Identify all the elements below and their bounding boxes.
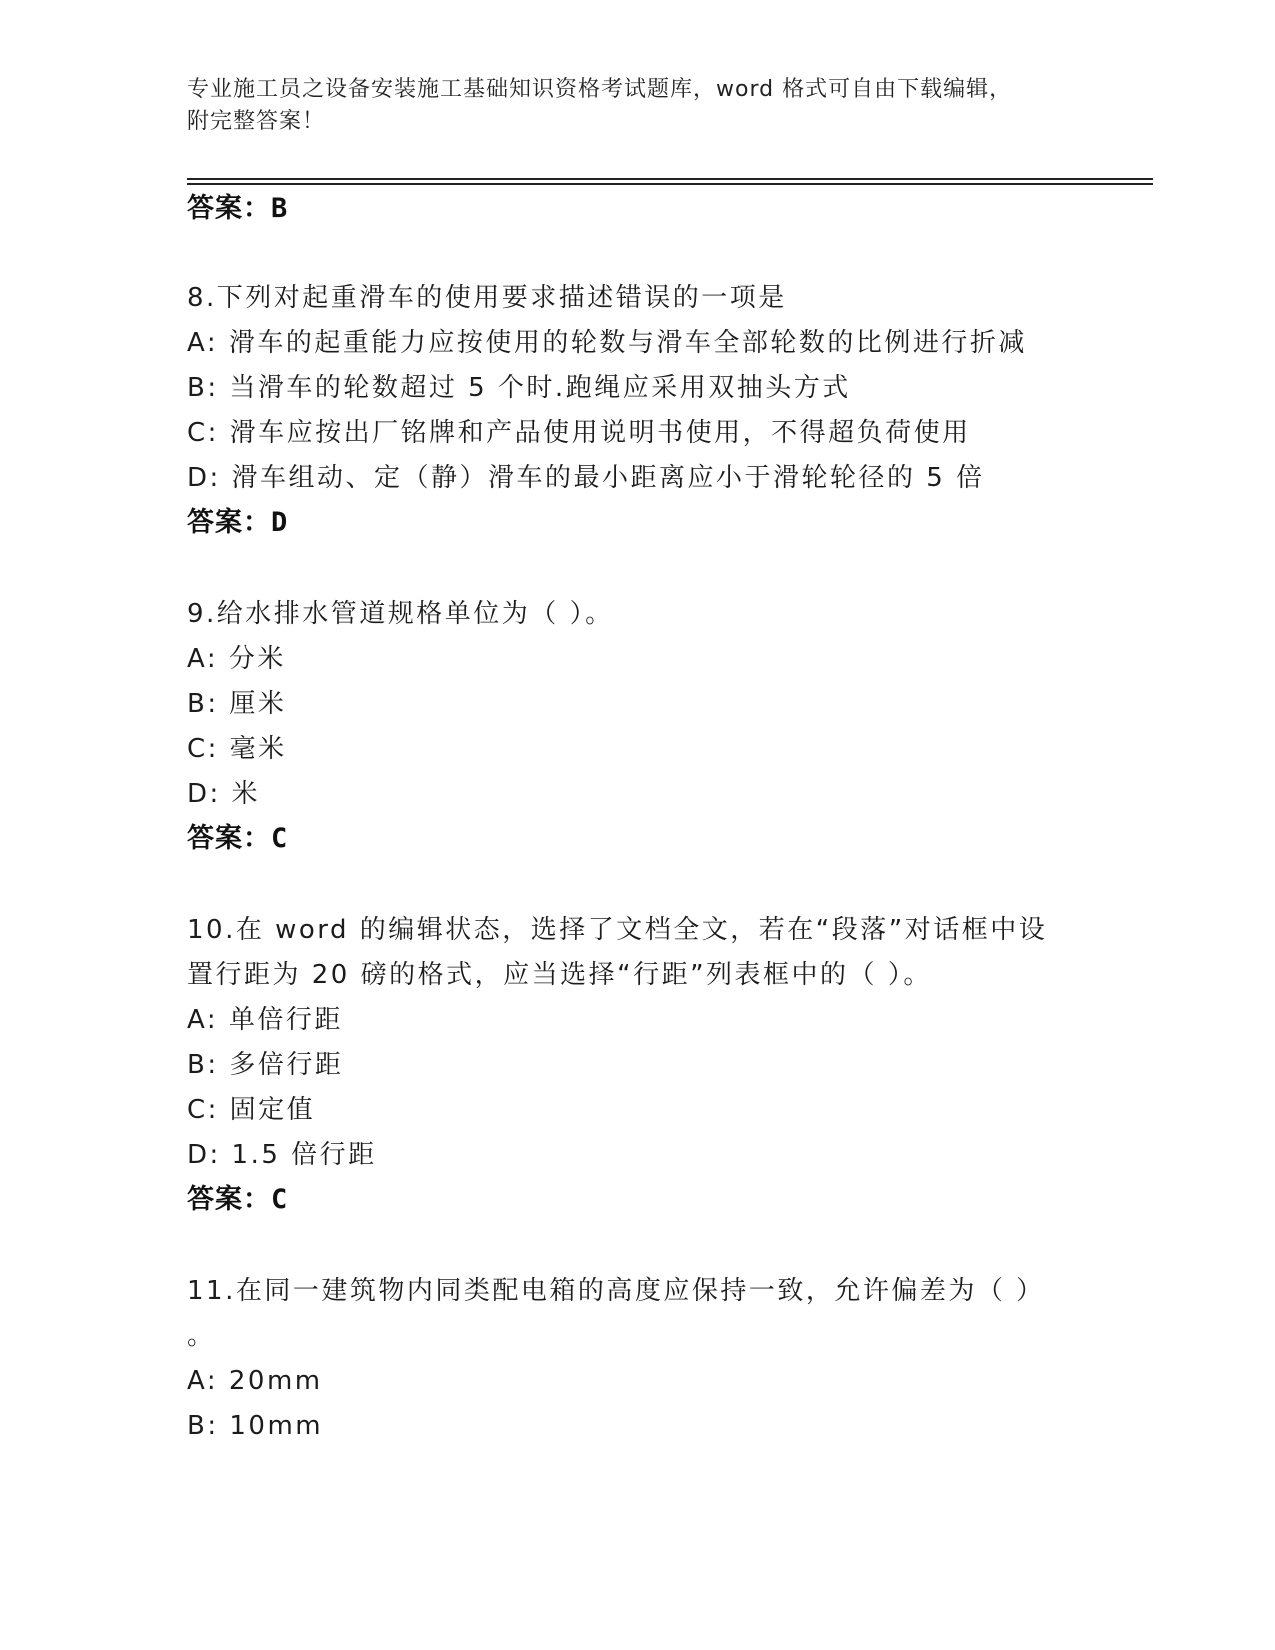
answer-label: 答案： xyxy=(187,193,271,224)
answer-line xyxy=(187,192,288,226)
option-a: A: 滑车的起重能力应按使用的轮数与滑车全部轮数的比例进行折减 xyxy=(187,328,1027,358)
option-b: B: 10mm xyxy=(187,1411,324,1441)
answer-label: 答案： xyxy=(187,823,271,854)
option-a: A: 20mm xyxy=(187,1366,323,1396)
answer-label: 答案： xyxy=(187,507,271,538)
header-divider-bottom xyxy=(187,183,1153,185)
option-b: B: 当滑车的轮数超过 5 个时.跑绳应采用双抽头方式 xyxy=(187,373,851,403)
question-stem: 8.下列对起重滑车的使用要求描述错误的一项是 xyxy=(187,283,787,313)
option-c: C: 固定值 xyxy=(187,1095,316,1125)
option-c: C: 滑车应按出厂铭牌和产品使用说明书使用，不得超负荷使用 xyxy=(187,418,971,448)
option-a: A: 单倍行距 xyxy=(187,1005,343,1035)
question-stem: 9.给水排水管道规格单位为（ ）。 xyxy=(187,599,614,629)
option-b: B: 多倍行距 xyxy=(187,1050,344,1080)
answer-value: D xyxy=(271,507,289,538)
answer-line xyxy=(187,506,288,540)
option-d: D: 1.5 倍行距 xyxy=(187,1140,377,1170)
question-stem-line-2: 置行距为 20 磅的格式，应当选择“行距”列表框中的（ ）。 xyxy=(187,960,932,990)
answer-value: C xyxy=(271,1184,289,1215)
option-d: D: 滑车组动、定（静）滑车的最小距离应小于滑轮轮径的 5 倍 xyxy=(187,463,985,493)
option-c: C: 毫米 xyxy=(187,734,287,764)
option-a: A: 分米 xyxy=(187,644,286,674)
header-line-2: 附完整答案！ xyxy=(187,109,326,134)
question-stem-line-1: 11.在同一建筑物内同类配电箱的高度应保持一致，允许偏差为（ ） xyxy=(187,1276,1045,1306)
answer-line xyxy=(187,1183,288,1217)
option-d: D: 米 xyxy=(187,779,261,809)
answer-value: B xyxy=(271,193,289,224)
header-line-1: 专业施工员之设备安装施工基础知识资格考试题库，word 格式可自由下载编辑， xyxy=(187,77,1013,102)
option-b: B: 厘米 xyxy=(187,689,287,719)
question-stem-line-2: 。 xyxy=(187,1321,216,1351)
answer-line xyxy=(187,822,288,856)
header-divider-top xyxy=(187,178,1153,180)
document-header xyxy=(187,74,1067,138)
answer-label: 答案： xyxy=(187,1184,271,1215)
question-stem-line-1: 10.在 word 的编辑状态，选择了文档全文，若在“段落”对话框中设 xyxy=(187,915,1048,945)
answer-value: C xyxy=(271,823,289,854)
